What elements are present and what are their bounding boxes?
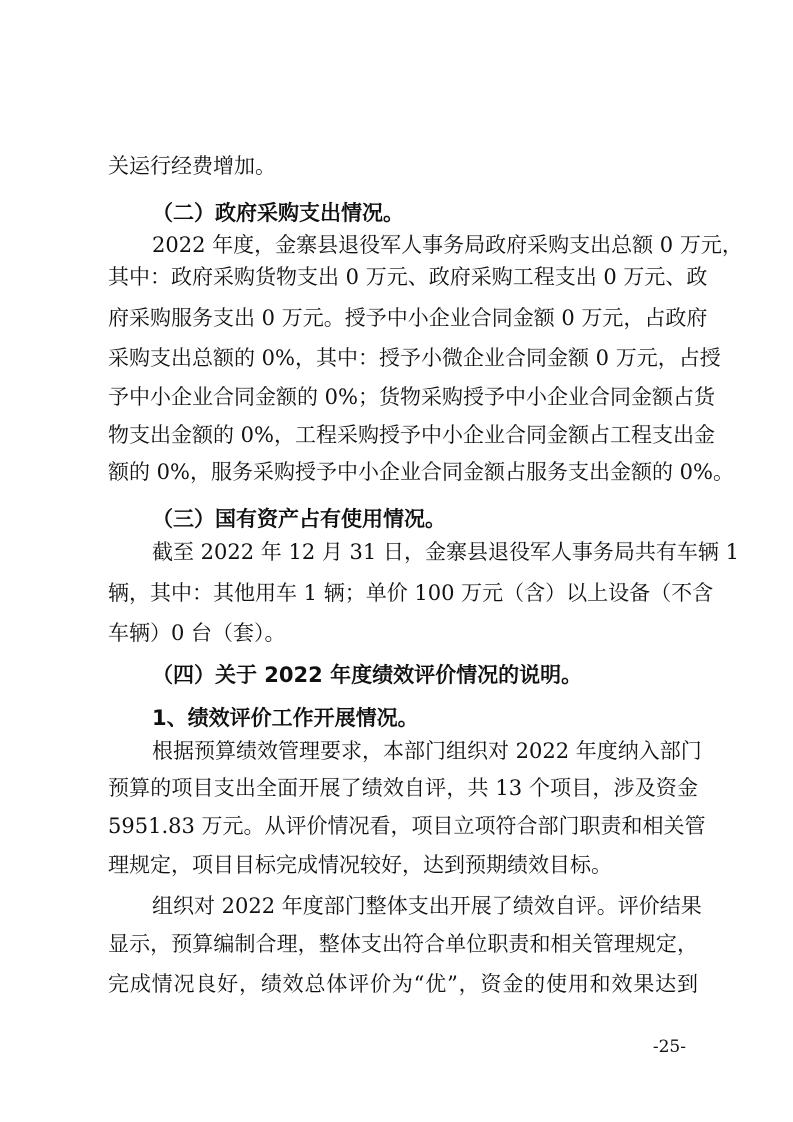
paragraph-line: 理规定，项目目标完成情况较好，达到预期绩效目标。 (108, 853, 612, 877)
paragraph-line: 2022 年度，金寨县退役军人事务局政府采购支出总额 0 万元， (152, 233, 743, 257)
subsection-heading-evaluation: 1、绩效评价工作开展情况。 (152, 706, 419, 730)
paragraph-line: 5951.83 万元。从评价情况看，项目立项符合部门职责和相关管 (108, 814, 706, 838)
paragraph-line: 辆，其中：其他用车 1 辆；单价 100 万元（含）以上设备（不含 (108, 581, 714, 605)
section-heading-performance: （四）关于 2022 年度绩效评价情况的说明。 (152, 663, 583, 687)
paragraph-line: 其中：政府采购货物支出 0 万元、政府采购工程支出 0 万元、政 (108, 265, 708, 289)
paragraph-line: 采购支出总额的 0%，其中：授予小微企业合同金额 0 万元，占授 (108, 346, 721, 370)
paragraph-line: 显示，预算编制合理，整体支出符合单位职责和相关管理规定， (108, 932, 698, 956)
paragraph-line: 额的 0%，服务采购授予中小企业合同金额占服务支出金额的 0%。 (108, 460, 734, 484)
paragraph-line: 完成情况良好，绩效总体评价为“优”，资金的使用和效果达到 (108, 972, 698, 996)
paragraph-line: 根据预算绩效管理要求，本部门组织对 2022 年度纳入部门 (152, 739, 702, 763)
paragraph-line: 予中小企业合同金额的 0%；货物采购授予中小企业合同金额占货 (108, 385, 715, 409)
paragraph-line: 关运行经费增加。 (108, 154, 276, 178)
paragraph-line: 物支出金额的 0%，工程采购授予中小企业合同金额占工程支出金 (108, 423, 715, 447)
paragraph-line: 车辆）0 台（套）。 (108, 621, 286, 645)
paragraph-line: 截至 2022 年 12 月 31 日，金寨县退役军人事务局共有车辆 1 (152, 540, 739, 564)
section-heading-assets: （三）国有资产占有使用情况。 (152, 507, 446, 531)
section-heading-procurement: （二）政府采购支出情况。 (152, 201, 404, 225)
paragraph-line: 预算的项目支出全面开展了绩效自评，共 13 个项目，涉及资金 (108, 776, 698, 800)
paragraph-line: 府采购服务支出 0 万元。授予中小企业合同金额 0 万元，占政府 (108, 306, 708, 330)
paragraph-line: 组织对 2022 年度部门整体支出开展了绩效自评。评价结果 (152, 894, 702, 918)
page-number: -25- (652, 1037, 686, 1057)
